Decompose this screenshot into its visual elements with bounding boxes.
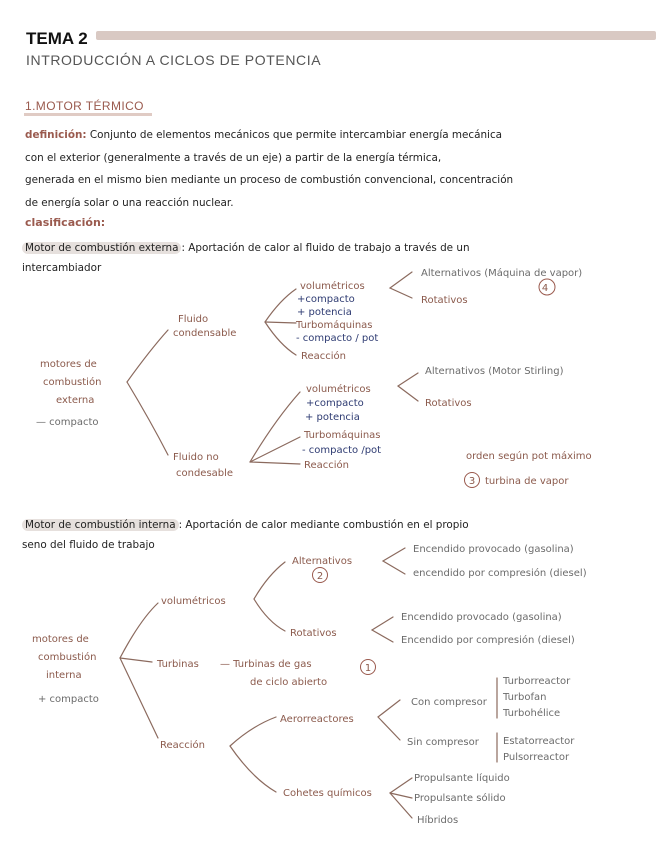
chapter-subtitle: INTRODUCCIÓN A CICLOS DE POTENCIA <box>26 52 322 68</box>
branch-reac-aero <box>230 717 276 746</box>
ext-root-line2: combustión <box>43 377 102 388</box>
branch-int-reac <box>120 658 158 738</box>
ext-root-note: — compacto <box>36 417 99 428</box>
int-root-line3: interna <box>46 670 82 681</box>
ext-alt1: Alternativos (Máquina de vapor) <box>421 268 583 279</box>
branch-cond-turbo <box>265 322 296 323</box>
ext-turbo1-note: - compacto / pot <box>296 333 379 344</box>
branch-aero-con-sin <box>378 700 400 740</box>
externa-heading: Motor de combustión externa <box>22 242 181 254</box>
branch-cohetes-items <box>390 778 412 818</box>
definition-line-2: con el exterior (generalmente a través de un eje) a partir de la energía térmica, <box>25 151 442 164</box>
int-alt-enc2: encendido por compresión (diesel) <box>413 568 587 579</box>
branch-alt-enc <box>383 548 405 574</box>
branch-vol2-alt-rot <box>398 373 418 401</box>
branch-vol-rot <box>254 599 285 631</box>
int-cohete-item3: Híbridos <box>417 815 459 826</box>
branch-cond-vol <box>265 289 296 322</box>
int-con-item2: Turbofan <box>503 692 547 703</box>
branch-root-condensable <box>127 330 168 382</box>
circle-4-label: 4 <box>541 283 549 294</box>
int-cohete-item1: Propulsante líquido <box>414 773 510 784</box>
tema-title: TEMA 2 <box>26 29 88 48</box>
ext-reac2: Reacción <box>304 460 350 471</box>
int-rot-enc1: Encendido provocado (gasolina) <box>401 612 562 623</box>
ext-rot1: Rotativos <box>421 295 468 306</box>
int-rot-enc2: Encendido por compresión (diesel) <box>401 635 575 646</box>
int-alternativos: Alternativos <box>292 556 353 567</box>
int-cohetes: Cohetes químicos <box>283 788 372 799</box>
int-turbinas-desc2: de ciclo abierto <box>250 677 328 688</box>
interna-heading-rest: : Aportación de calor mediante combustión en el propio <box>178 519 469 531</box>
circle-2-label: 2 <box>316 571 324 582</box>
int-sin-item2: Pulsorreactor <box>503 752 570 763</box>
turbina-vapor: turbina de vapor <box>485 476 569 487</box>
branch-int-turb <box>120 658 152 662</box>
ext-vol2-note1: +compacto <box>306 398 364 409</box>
int-root-line1: motores de <box>32 634 89 645</box>
int-root-line2: combustión <box>38 652 97 663</box>
int-reaccion: Reacción <box>160 740 206 751</box>
definition-line-4: de energía solar o una reacción nuclear. <box>25 196 234 209</box>
int-alt-enc1: Encendido provocado (gasolina) <box>413 544 574 555</box>
int-rotativos: Rotativos <box>290 628 337 639</box>
ext-reac1: Reacción <box>301 351 347 362</box>
ext-vol2: volumétricos <box>306 384 371 395</box>
definition-label: definición: <box>25 129 87 141</box>
externa-heading-rest: : Aportación de calor al fluido de trabajo a través de un <box>181 242 470 254</box>
ext-vol1-note1: +compacto <box>297 294 355 305</box>
branch-int-vol <box>120 603 158 658</box>
ext-root-line3: externa <box>56 395 95 406</box>
int-con-item1: Turborreactor <box>503 676 571 687</box>
fluido-nocond-2: condesable <box>176 468 234 479</box>
branch-rot-enc <box>372 617 393 642</box>
circle-1-label: 1 <box>364 663 372 674</box>
branch-root-nocondensable <box>127 382 168 455</box>
ext-vol1-note2: + potencia <box>297 307 352 318</box>
ext-turbo1: Turbomáquinas <box>296 320 373 331</box>
fluido-condensable-2: condensable <box>173 328 237 339</box>
branch-reac-cohetes <box>230 746 276 792</box>
ext-vol2-note2: + potencia <box>305 412 360 423</box>
definition-line-3: generada en el mismo bien mediante un proceso de combustión convencional, concentración <box>25 174 514 186</box>
ext-turbo2-note: - compacto /pot <box>302 445 382 456</box>
ext-rot2: Rotativos <box>425 398 472 409</box>
branch-vol1-alt-rot <box>390 272 412 298</box>
int-turbinas: Turbinas <box>157 659 199 670</box>
int-volumetricos: volumétricos <box>161 596 226 607</box>
fluido-nocond-1: Fluido no <box>173 452 219 463</box>
clasificacion-label: clasificación: <box>25 216 106 229</box>
int-cohete-item2: Propulsante sólido <box>414 793 506 804</box>
interna-heading: Motor de combustión interna <box>22 519 179 531</box>
interna-line2: seno del fluido de trabajo <box>22 539 155 551</box>
externa-line2: intercambiador <box>22 262 102 274</box>
ext-root-line1: motores de <box>40 359 97 370</box>
definition-line-1: definición: Conjunto de elementos mecánicos que permite intercambiar energía mecánica <box>25 129 503 141</box>
int-con-item3: Turbohélice <box>503 708 561 719</box>
int-sin-compresor: Sin compresor <box>407 737 479 748</box>
int-turbinas-desc1: — Turbinas de gas <box>220 659 312 670</box>
ext-turbo2: Turbomáquinas <box>304 430 381 441</box>
ext-vol1: volumétricos <box>300 281 365 292</box>
int-aerorreactores: Aerorreactores <box>280 714 354 725</box>
fluido-condensable-1: Fluido <box>178 314 209 325</box>
branch-vol-alt <box>254 562 285 599</box>
branch-nocond-vol <box>250 392 300 462</box>
ext-alt2: Alternativos (Motor Stirling) <box>425 366 564 377</box>
branch-cond-reac <box>265 322 296 355</box>
orden-note: orden según pot máximo <box>466 451 592 462</box>
section-title: 1.MOTOR TÉRMICO <box>25 99 144 113</box>
int-root-note: + compacto <box>38 694 99 705</box>
circle-3-label: 3 <box>468 476 476 487</box>
branch-nocond-reac <box>250 462 300 464</box>
int-sin-item1: Estatorreactor <box>503 736 575 747</box>
int-con-compresor: Con compresor <box>411 697 487 708</box>
